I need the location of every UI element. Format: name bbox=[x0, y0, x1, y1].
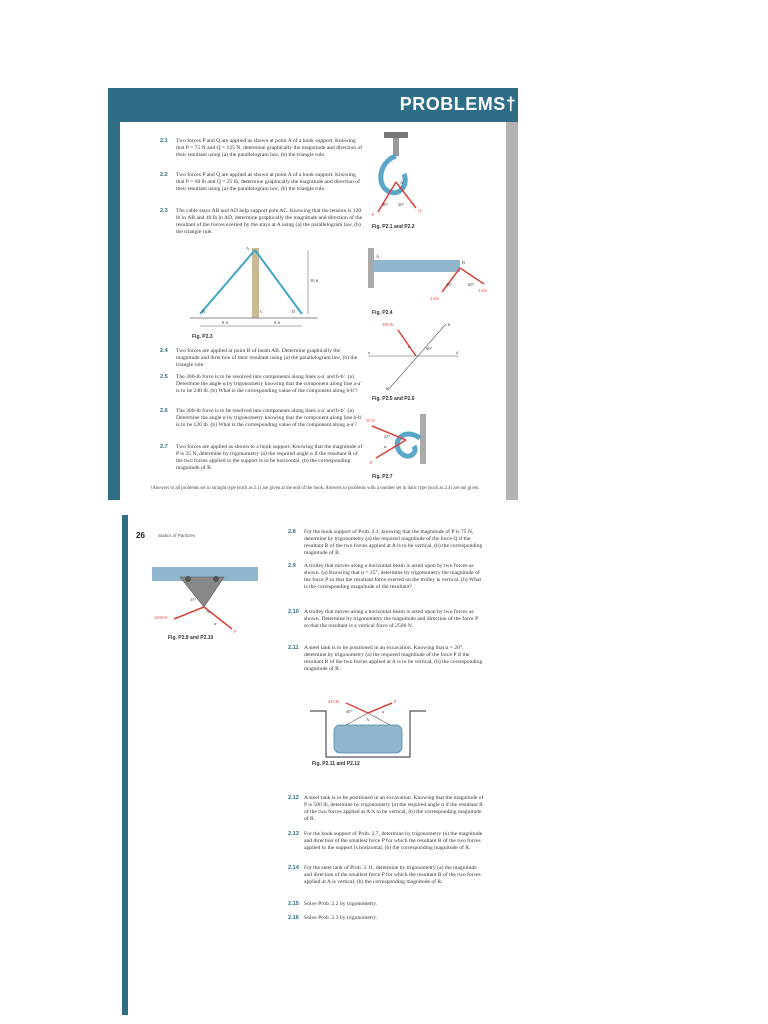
figure-caption: Fig. P2.9 and P2.10 bbox=[168, 635, 214, 641]
hook-shank bbox=[393, 138, 399, 156]
problem-2-15 bbox=[288, 901, 484, 908]
label-c: C bbox=[260, 309, 264, 314]
problem-text: Two forces are applied at point B of beam AB. Determine graphically the magnitude and direction of their resultant using (a) the parallelogram law, (b) the triangle rule. bbox=[176, 348, 358, 368]
label-a: A bbox=[366, 717, 370, 722]
problem-2-9 bbox=[288, 563, 484, 591]
label-alpha: α bbox=[382, 709, 385, 714]
force-300lb bbox=[398, 330, 416, 356]
label-alpha: α bbox=[408, 344, 411, 349]
label-a: A bbox=[206, 609, 210, 614]
label-q: Q bbox=[418, 208, 422, 213]
problem-number: 2.10 bbox=[288, 609, 299, 615]
label-angle-30: 30° bbox=[382, 202, 389, 207]
wall bbox=[368, 248, 374, 288]
label-p: P bbox=[372, 212, 375, 217]
problem-text: Two forces P and Q are applied as shown at point A of a hook support. Knowing that P = 75 N and Q = 125 N, determine graphically the magnitude and direction of their resultant using (a) the parallelogram law, (b) the triangle rule. bbox=[176, 138, 363, 158]
label-a: A bbox=[376, 254, 380, 259]
problem-number: 2.5 bbox=[160, 374, 168, 380]
figure-hook-p2-1 bbox=[368, 132, 448, 222]
problem-2-16 bbox=[288, 915, 484, 922]
figure-caption: Fig. P2.3 bbox=[192, 334, 213, 340]
figure-trolley-p2-9 bbox=[152, 567, 262, 635]
problem-text: For the hook support of Prob. 2.1, knowing that the magnitude of P is 75 N, determine by trigonometry (a) the required magnitude of the force Q if the resultant R of the two forces applied at A is to be vertical, (b) the corresponding magnitude of R. bbox=[304, 529, 483, 556]
problem-number: 2.7 bbox=[160, 444, 168, 450]
problem-number: 2.16 bbox=[288, 915, 299, 921]
problem-2-12 bbox=[288, 795, 484, 823]
hook-mount bbox=[384, 132, 408, 138]
label-span-2: 6 ft bbox=[274, 320, 281, 325]
wheel-left bbox=[185, 576, 191, 582]
problem-text: Solve Prob. 2.3 by trigonometry. bbox=[304, 915, 378, 921]
problem-text: The 300-lb force is to be resolved into components along lines a-a′ and b-b′. (a) Determine the angle α by trigonometry knowing that the component along line b-b′ is to be 120 lb. (b) What is the corresponding value of the component along a-a′? bbox=[176, 408, 363, 428]
pole bbox=[252, 248, 259, 318]
label-40: 40° bbox=[446, 282, 453, 287]
problem-number: 2.12 bbox=[288, 795, 299, 801]
label-a: A bbox=[400, 180, 404, 185]
cable-right bbox=[368, 713, 390, 725]
label-height: 10 ft bbox=[310, 278, 319, 283]
beam bbox=[374, 260, 460, 272]
page-left-bar bbox=[108, 88, 120, 500]
label-425lb: 425 lb bbox=[328, 699, 340, 704]
label-300lb: 300 lb bbox=[382, 322, 394, 327]
problem-2-11 bbox=[288, 645, 484, 673]
problem-number: 2.4 bbox=[160, 348, 168, 354]
problem-number: 2.6 bbox=[160, 408, 168, 414]
label-p: P bbox=[370, 460, 373, 465]
label-60: 60° bbox=[468, 282, 475, 287]
figure-hook-p2-7 bbox=[366, 414, 446, 470]
label-b-prime: b′ bbox=[386, 386, 390, 391]
figure-lines-p2-5 bbox=[368, 320, 468, 392]
wall bbox=[420, 414, 426, 464]
footnote: †Answers to all problems set in straight type (such as 2.1) are given at the end of the book. Answers to problems with a number set in italic type (such as 2.4) are not given. bbox=[150, 486, 480, 491]
problem-text: The cable stays AB and AD help support pole AC. Knowing that the tension is 120 lb in AB and 40 lb in AD, determine graphically the magnitude and direction of the resultant of the forces exerted by the stays at A using (a) the parallelogram law, (b) the triangle rule. bbox=[176, 208, 363, 235]
label-a-prime: a′ bbox=[456, 350, 459, 355]
problem-2-5 bbox=[160, 374, 364, 395]
problem-2-7 bbox=[160, 444, 364, 472]
page-right-margin bbox=[506, 88, 518, 500]
problem-2-2 bbox=[160, 172, 364, 193]
problem-text: Solve Prob. 2.2 by trigonometry. bbox=[304, 901, 378, 907]
problem-text: A trolley that moves along a horizontal beam is acted upon by two forces as shown. Determine by trigonometry the magnitude and direction of the force P so that the resultant is a vertical force of 2500 N. bbox=[304, 609, 479, 629]
label-angle-20: 20° bbox=[398, 202, 405, 207]
textbook-page-top bbox=[0, 0, 768, 505]
problem-text: For the steel tank of Prob. 2.11, determine by trigonometry (a) the magnitude and direction of the smallest force P for which the resultant R of the two forces applied at A is vertical, (b) the corresponding magnitude of R. bbox=[304, 865, 481, 885]
label-alpha: α bbox=[384, 444, 387, 449]
problem-text: Two forces P and Q are applied as shown at point A of a hook support. Knowing that P = 60 lb and Q = 25 lb, determine graphically the magnitude and direction of their resultant using (a) the parallelogram law, (b) the triangle rule. bbox=[176, 172, 360, 192]
line-b bbox=[388, 324, 446, 390]
label-3kn: 3 kN bbox=[478, 288, 487, 293]
force-1600n bbox=[174, 607, 204, 619]
label-b: b bbox=[448, 322, 451, 327]
label-50n: 50 N bbox=[366, 418, 375, 423]
problem-2-13 bbox=[288, 831, 484, 852]
problem-2-3 bbox=[160, 208, 364, 236]
problem-text: Two forces are applied as shown to a hook support. Knowing that the magnitude of P is 35 N, determine by trigonometry (a) the required angle α if the resultant R of the two forces applied to the support is to be horizontal, (b) the corresponding magnitude of R. bbox=[176, 444, 363, 471]
figure-caption: Fig. P2.11 and P2.12 bbox=[312, 761, 360, 767]
label-1600n: 1600 N bbox=[154, 615, 168, 620]
problem-text: The 300-lb force is to be resolved into components along lines a-a′ and b-b′. (a) Determine the angle α by trigonometry knowing that the component along line a-a′ is to be 240 lb. (b) What is the corresponding value of the component along b-b′? bbox=[176, 374, 362, 394]
force-p bbox=[368, 703, 392, 713]
problem-2-1 bbox=[160, 138, 364, 159]
label-span-1: 8 ft bbox=[222, 320, 229, 325]
label-d: D bbox=[292, 309, 296, 314]
problem-2-8 bbox=[288, 529, 484, 557]
problem-number: 2.15 bbox=[288, 901, 299, 907]
page-number: 26 bbox=[136, 531, 145, 540]
label-2kn: 2 kN bbox=[430, 296, 439, 301]
cable-left bbox=[346, 713, 368, 725]
label-a: a bbox=[368, 350, 370, 355]
banner-title: PROBLEMS† bbox=[399, 94, 517, 114]
wheel-right bbox=[213, 576, 219, 582]
problem-number: 2.3 bbox=[160, 208, 168, 214]
figure-tank-p2-11 bbox=[306, 701, 430, 761]
label-30: 30° bbox=[346, 709, 353, 714]
problem-text: For the hook support of Prob. 2.7, determine by trigonometry (a) the magnitude and direction of the smallest force P for which the resultant R of the two forces applied to the support is horizontal, (b) the corresponding magnitude of R. bbox=[304, 831, 483, 851]
cable-ab bbox=[200, 250, 255, 314]
label-a: A bbox=[246, 246, 250, 251]
problem-text: A trolley that moves along a horizontal beam is acted upon by two forces as shown. (a) Knowing that α = 25°, determine by trigonometry the magnitude of the force P so that the resultant force exerted on the trolley is vertical. (b) What is the corresponding magnitude of the resultant? bbox=[304, 563, 482, 590]
label-p: P bbox=[234, 629, 237, 634]
problem-number: 2.9 bbox=[288, 563, 296, 569]
problem-2-4 bbox=[160, 348, 364, 369]
label-60: 60° bbox=[426, 346, 433, 351]
problem-number: 2.1 bbox=[160, 138, 168, 144]
label-b: B bbox=[202, 309, 206, 314]
figure-caption: Fig. P2.5 and P2.6 bbox=[372, 396, 415, 402]
problem-text: A steel tank is to be positioned in an excavation. Knowing that the magnitude of P is 500 lb, determine by trigonometry (a) the required angle α if the resultant R of the two forces applied at A is to be vertical, (b) the corresponding magnitude of R. bbox=[304, 795, 484, 822]
running-head: Statics of Particles bbox=[158, 533, 196, 538]
textbook-page-bottom bbox=[0, 505, 768, 1024]
problem-2-6 bbox=[160, 408, 364, 429]
page-left-bar bbox=[122, 515, 128, 1015]
figure-caption: Fig. P2.7 bbox=[372, 474, 393, 480]
problem-number: 2.11 bbox=[288, 645, 299, 651]
problem-number: 2.13 bbox=[288, 831, 299, 837]
label-alpha: α bbox=[214, 621, 217, 626]
figure-caption: Fig. P2.4 bbox=[372, 310, 393, 316]
problem-2-10 bbox=[288, 609, 484, 630]
problem-2-14 bbox=[288, 865, 484, 886]
problem-number: 2.8 bbox=[288, 529, 296, 535]
figure-caption: Fig. P2.1 and P2.2 bbox=[372, 224, 415, 230]
cable-ad bbox=[255, 250, 302, 314]
figure-pole-p2-3 bbox=[190, 242, 320, 332]
label-b: B bbox=[462, 260, 466, 265]
problems-banner bbox=[108, 88, 518, 122]
label-p: P bbox=[394, 699, 397, 704]
label-25: 25° bbox=[384, 434, 391, 439]
label-15: 15° bbox=[190, 597, 197, 602]
problem-number: 2.2 bbox=[160, 172, 168, 178]
tank bbox=[334, 725, 402, 753]
problem-number: 2.14 bbox=[288, 865, 299, 871]
problem-text: A steel tank is to be positioned in an excavation. Knowing that α = 20°, determine by trigonometry (a) the required magnitude of the force P if the resultant R of the two forces applied at A is to be vertical, (b) the corresponding magnitude of R. bbox=[304, 645, 483, 672]
figure-beam-p2-4 bbox=[368, 248, 498, 308]
